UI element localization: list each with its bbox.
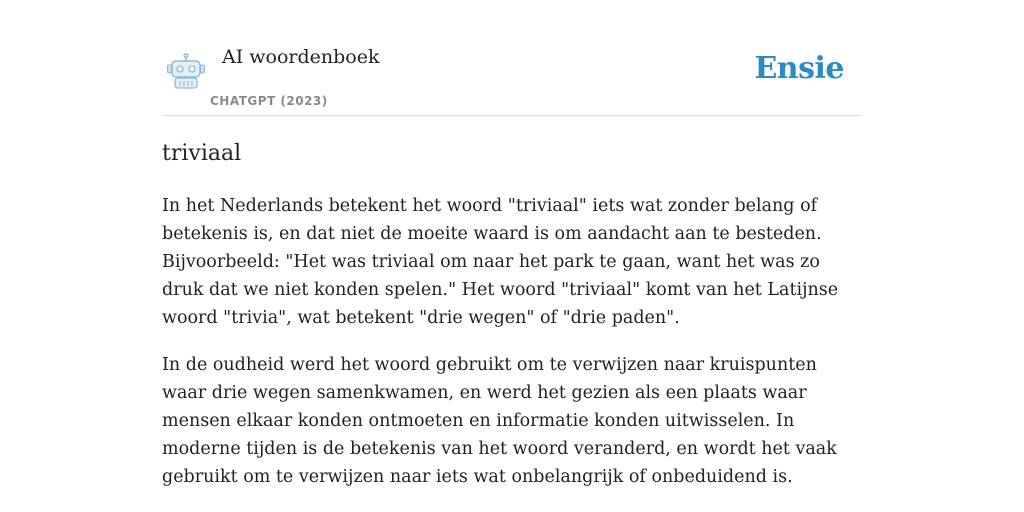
entry-card: [162, 40, 862, 491]
brand-logo[interactable]: Ensie: [754, 51, 844, 86]
entry-header: [162, 40, 862, 116]
robot-icon: [166, 53, 206, 89]
definition-paragraph: In het Nederlands betekent het woord "triviaal" iets wat zonder belang of betekenis is, en dat niet de moeite waard is om aandacht aan te besteden. Bijvoorbeeld: "Het was triviaal om naar het park te gaan, want het was zo druk dat we niet konden spelen." Het woord "triviaal" komt van het Latijnse woord "trivia", wat betekent "drie wegen" of "drie paden".: [162, 196, 839, 328]
source-name[interactable]: AI woordenboek: [222, 46, 380, 68]
definition-paragraph: In de oudheid werd het woord gebruikt om te verwijzen naar kruispunten waar drie wegen samenkwamen, en werd het gezien als een plaats waar mensen elkaar konden ontmoeten en informatie konden uitwisselen. In moderne tijden is de betekenis van het woord veranderd, en wordt het vaak gebruikt om te verwijzen naar iets wat onbelangrijk of onbeduidend is.: [162, 355, 837, 487]
entry-term: triviaal: [162, 141, 242, 166]
source-meta: CHATGPT (2023): [210, 94, 328, 108]
